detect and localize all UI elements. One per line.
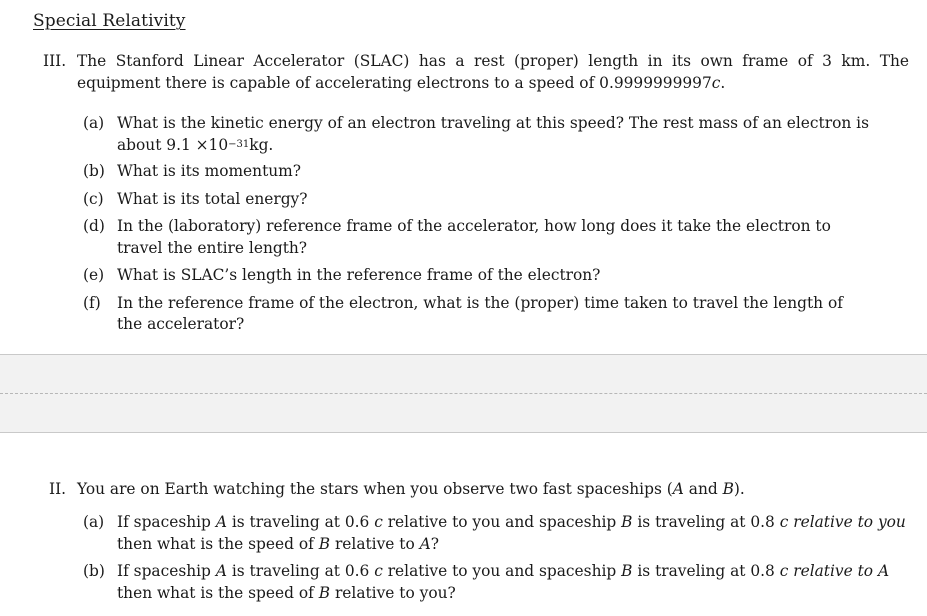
list-item: (b) If spaceship A is traveling at 0.6 c relative to you and spaceship B is traveling at 0.8 c relative to A then what is the speed of B relative to you?: [83, 562, 890, 602]
item-label: (b): [83, 162, 105, 180]
problem-three-parts: [83, 113, 869, 336]
problem-number: III.: [43, 52, 67, 70]
list-item: (a) If spaceship A is traveling at 0.6 c relative to you and spaceship B is traveling at 0.8 c relative to you then what is the speed of B relative to A?: [83, 513, 906, 553]
section-heading: Special Relativity: [33, 11, 186, 31]
list-item: (d) In the (laboratory) reference frame of the accelerator, how long does it take the electron to travel the entire length?: [83, 217, 831, 257]
item-label: (e): [83, 266, 105, 284]
problem-two-parts: [83, 512, 909, 604]
list-item: (f) In the reference frame of the electron, what is the (proper) time taken to travel the length of the accelerator?: [83, 293, 843, 333]
problem-three: [43, 51, 909, 333]
item-label: (b): [83, 562, 105, 580]
problem-number: II.: [49, 480, 67, 498]
problem-two-intro: II. You are on Earth watching the stars when you observe two fast spaceships (A and B).: [49, 479, 909, 501]
item-label: (a): [83, 513, 105, 531]
page-break-separator: [0, 354, 927, 433]
item-label: (a): [83, 114, 105, 132]
list-item: (c) What is its total energy?: [83, 189, 869, 211]
problem-two: [49, 479, 909, 602]
problem-three-intro: III. The Stanford Linear Accelerator (SLAC) has a rest (proper) length in its own frame of 3 km. The equipment there is capable of accelerating electrons to a speed of 0.9999999997c.: [43, 52, 909, 92]
list-item: (e) What is SLAC’s length in the reference frame of the electron?: [83, 265, 869, 287]
dashed-divider: [0, 393, 927, 394]
list-item: (b) What is its momentum?: [83, 161, 869, 183]
item-label: (f): [83, 293, 101, 312]
item-label: (c): [83, 189, 104, 208]
list-item: (a) What is the kinetic energy of an electron traveling at this speed? The rest mass of an electron is about $9.1 \times 10^{-31}kg$.: [83, 114, 869, 154]
item-label: (d): [83, 217, 105, 235]
